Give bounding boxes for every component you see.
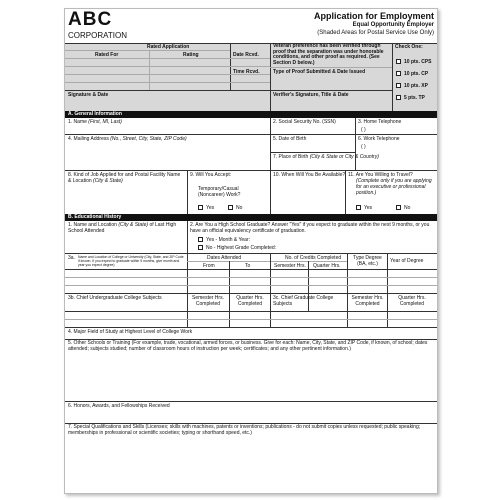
type-degree-header: Type Degree (BA, etc.) [353, 255, 382, 267]
field-b3b-undergrad-subjects: 3b. Chief Undergraduate College Subjects [68, 295, 162, 301]
field-a6-work-telephone[interactable]: 6. Work Telephone [358, 136, 400, 142]
b3c-semester-hrs: Semester Hrs. Completed [351, 295, 384, 307]
college-row-2[interactable] [65, 285, 437, 286]
field-b6-honors-awards[interactable]: 6. Honors, Awards, and Fellowships Received [68, 403, 170, 409]
field-b5-other-schools[interactable]: 5. Other Schools or Training (For example, trade, vocational, armed forces, or business. Give for each: Name, City, State, and ZIP Code, if known, of school; dates attended; subjects studied; number of classroom hours of instruction per week; certificates; and any other pertinent information.) [68, 340, 428, 352]
field-a3-home-telephone[interactable]: 3. Home Telephone [358, 119, 402, 125]
company-logo: ABC [68, 9, 113, 30]
field-b2-high-school-graduate: 2. Are You a High School Graduate? Answer "Yes" if you expect to graduate within the next 9 months, or you have an official equivalency certificate of graduation. [190, 222, 430, 234]
field-b1-high-school[interactable] [68, 222, 183, 234]
a9-yes-label: Yes [206, 205, 215, 211]
field-a1-label: 1. Name [68, 119, 87, 125]
a11-yes-label: Yes [364, 205, 373, 211]
checkbox-10pts-xp[interactable] [396, 83, 401, 88]
from-header: From [203, 263, 215, 269]
semester-hrs-header: Semester Hrs. [274, 263, 306, 269]
option-10pts-xp: 10 pts. XP [404, 83, 428, 89]
verifier-signature-label: Verifier's Signature, Title & Date [273, 92, 349, 98]
time-received-label: Time Rcvd. [233, 69, 260, 75]
b2-no-checkbox[interactable] [198, 245, 203, 250]
field-a8-label: 8. Kind of Job Applied for and Postal Facility Name & Location [68, 172, 181, 184]
a11-yes-checkbox[interactable] [356, 205, 361, 210]
field-a7-label: 7. Place of Birth [273, 154, 309, 160]
company-name: CORPORATION [68, 31, 127, 40]
credits-completed-header: No. of Credits Completed [285, 255, 342, 261]
section-a-header: A. General Information [65, 111, 437, 118]
a9-no-checkbox[interactable] [228, 205, 233, 210]
home-telephone-area-code: ( ) [361, 127, 366, 133]
field-a4-mailing-address[interactable] [68, 136, 187, 142]
rated-for-label: Rated For [95, 52, 119, 58]
a9-no-label: No [236, 205, 243, 211]
college-row-1[interactable] [65, 277, 437, 278]
dates-attended-header: Dates Attended [207, 255, 242, 261]
check-one-label: Check One: [395, 44, 423, 50]
proof-type-label: Type of Proof Submitted & Date Issued [273, 69, 366, 75]
field-b1-hint: (City & State) [118, 222, 149, 228]
field-a11-willing-to-travel: 11. Are You Willing to Travel? [348, 172, 413, 178]
field-a4-hint: (No., Street, City, State, ZIP Code) [110, 136, 187, 142]
application-form-sheet [64, 8, 438, 494]
field-a2-ssn[interactable]: 2. Social Security No. (SSN) [273, 119, 336, 125]
field-a1-hint: (First, MI, Last) [88, 119, 122, 125]
checkbox-10pts-cps[interactable] [396, 59, 401, 64]
b2-yes-label: Yes - Month & Year: [206, 237, 251, 243]
veteran-preference-text: Veteran preference has been verified through proof that the separation was under honorable conditions, and other proof as required. (See Section D below.) [273, 43, 384, 66]
rating-label: Rating [183, 52, 199, 58]
field-b4-major-field[interactable]: 4. Major Field of Study at Highest Level of College Work [68, 329, 193, 335]
b2-no-label: No - Highest Grade Completed: [206, 245, 277, 251]
checkbox-10pts-cp[interactable] [396, 71, 401, 76]
field-b1-tail: of Last High School Attended [68, 222, 177, 234]
option-10pts-cps: 10 pts. CPS [404, 59, 432, 65]
field-a4-label: 4. Mailing Address [68, 136, 109, 142]
year-degree-header: Year of Degree [390, 258, 424, 264]
option-5pts-tp: 5 pts. TP [404, 95, 425, 101]
field-a5-date-of-birth[interactable]: 5. Date of Birth [273, 136, 307, 142]
field-a9-will-you-accept: 9. Will You Accept: [190, 172, 232, 178]
quarter-hrs-header: Quarter Hrs. [313, 263, 341, 269]
form-title: Application for Employment [313, 11, 434, 21]
field-a7-place-of-birth[interactable] [273, 154, 379, 160]
b3b-semester-hrs: Semester Hrs. Completed [192, 295, 224, 307]
b2-yes-checkbox[interactable] [198, 237, 203, 242]
b3c-quarter-hrs: Quarter Hrs. Completed [398, 295, 426, 307]
a11-no-label: No [404, 205, 411, 211]
field-b1-label: 1. Name and Location [68, 222, 117, 228]
field-a8-job-applied-for[interactable] [68, 172, 183, 184]
field-b3c-graduate-subjects: 3c. Chief Graduate College Subjects [273, 295, 334, 307]
b3b-quarter-hrs: Quarter Hrs. Completed [236, 295, 264, 307]
field-b7-special-qualifications[interactable]: 7. Special Qualifications and Skills (Licenses; skills with machines, patents or inventions; publications - do not submit copies unless requested; public speaking; memberships in professional or scientific societies; typing or shorthand speed, etc.) [68, 424, 421, 436]
rated-application-label: Rated Application [147, 44, 190, 50]
field-a10-availability[interactable]: 10. When Will You Be Available? [273, 172, 346, 178]
to-header: To [245, 263, 251, 269]
field-b3a-number: 3a. [68, 255, 75, 261]
field-a9-temporary-work: Temporary/Casual (Noncareer) Work? [198, 186, 241, 198]
field-a7-hint: (City & State or City & Country) [309, 154, 379, 160]
a11-no-checkbox[interactable] [396, 205, 401, 210]
date-received-label: Date Rcvd. [233, 52, 259, 58]
form-subtitle: Equal Opportunity Employer [352, 22, 434, 28]
signature-date-label: Signature & Date [68, 92, 109, 98]
section-b-header: B. Educational History [65, 214, 437, 221]
option-10pts-cp: 10 pts. CP [404, 71, 429, 77]
work-telephone-area-code: ( ) [361, 144, 366, 150]
field-a8-hint: (City & State) [93, 178, 123, 184]
field-a1-name[interactable] [68, 119, 122, 125]
checkbox-5pts-tp[interactable] [396, 95, 401, 100]
field-a11-note: (Complete only if you are applying for an executive or professional position.) [356, 178, 432, 196]
form-note: (Shaded Areas for Postal Service Use Only) [317, 30, 434, 36]
field-b3a-college-name: Name and Location of College or University (City, State, and ZIP Code if known. If you expect to graduate within 9 months, give month and year you expect degree) [78, 255, 184, 267]
a9-yes-checkbox[interactable] [198, 205, 203, 210]
